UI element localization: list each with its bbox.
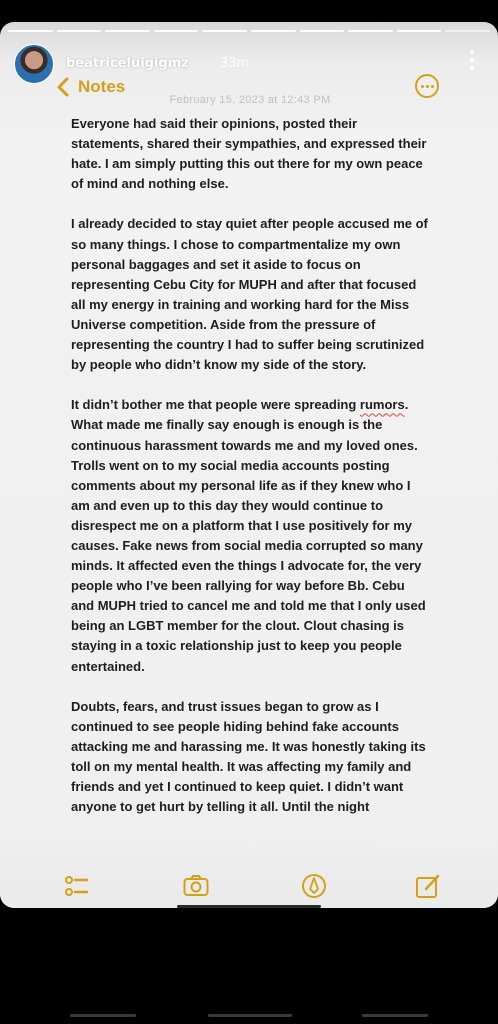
note-paragraph-4: Doubts, fears, and trust issues began to grow as I continued to see people hiding behind fake accounts attacking me and harassing me. It was honestly taking its toll on my mental health. It was affecting my family and friends and yet I continued to keep quiet. I didn’t want anyone to get hurt by telling it all. Until the night xyxy=(71,698,426,815)
story-progress-segment xyxy=(154,30,199,32)
ellipsis-circle-icon[interactable] xyxy=(415,74,439,98)
more-options-icon[interactable] xyxy=(468,50,476,74)
avatar[interactable] xyxy=(14,44,54,84)
note-paragraph-1: Everyone had said their opinions, posted their statements, shared their sympathies, and expressed their hate. I am simply putting this out there for my own peace of mind and nothing else. xyxy=(71,116,427,192)
story-progress-segment xyxy=(445,30,490,32)
note-date: February 15, 2023 at 12:43 PM xyxy=(169,94,331,106)
story-progress-segment xyxy=(348,30,393,32)
note-paragraph-3 xyxy=(71,395,431,676)
system-navigation-bar xyxy=(0,1006,498,1024)
note-paragraph-3-rest: . What made me finally say enough is enough is the continuous harassment towards me and my loved ones. Trolls went on to my social media accounts posting comments about my personal life as if they knew who I am and even up to this day they would continue to disrespect me on a platform that I use positively for my causes. Fake news from social media corrupted so many minds. It affected even the things I advocate for, the very people who I’ve been rallying for way before Bb. Cebu and MUPH tried to cancel me and told me that I only used being an LGBT member for the clout. Clout chasing is staying in a toxic relationship just to keep you people entertained. xyxy=(71,397,426,674)
notes-toolbar xyxy=(0,860,498,904)
story-username[interactable]: beatriceluigigmz xyxy=(66,56,189,71)
notes-back-button[interactable] xyxy=(54,74,125,100)
checklist-icon[interactable] xyxy=(62,872,90,900)
camera-icon[interactable] xyxy=(182,872,210,900)
story-progress-segment xyxy=(202,30,247,32)
story-progress-bar xyxy=(8,30,490,33)
story-card[interactable] xyxy=(0,22,498,908)
story-progress-segment xyxy=(300,30,345,32)
nav-recents-indicator[interactable] xyxy=(70,1014,136,1017)
note-paragraph-2: I already decided to stay quiet after people accused me of so many things. I chose to compartmentalize my own personal baggages and set it aside to focus on representing Cebu City for MUPH and after that focused all my energy in training and working hard for the Miss Universe competition. Aside from the pressure of representing the country I had to suffer being scrutinized by people who didn’t know my side of the story. xyxy=(71,216,428,373)
story-progress-segment xyxy=(8,30,53,32)
chevron-left-icon xyxy=(54,76,74,98)
notes-back-label: Notes xyxy=(78,77,126,96)
compose-icon[interactable] xyxy=(414,872,442,900)
story-progress-segment xyxy=(57,30,102,32)
nav-back-indicator[interactable] xyxy=(362,1014,428,1017)
nav-home-indicator[interactable] xyxy=(208,1014,292,1017)
story-timestamp: 33m xyxy=(220,56,250,71)
spellcheck-flagged-word: rumors xyxy=(359,397,405,413)
note-paragraph-3-start: It didn’t bother me that people were spreading xyxy=(71,397,360,413)
story-progress-segment xyxy=(251,30,296,32)
markup-pen-icon[interactable] xyxy=(300,872,328,900)
note-body xyxy=(71,114,431,837)
story-progress-segment xyxy=(397,30,442,32)
story-progress-segment xyxy=(105,30,150,32)
story-swipe-handle xyxy=(177,905,321,908)
